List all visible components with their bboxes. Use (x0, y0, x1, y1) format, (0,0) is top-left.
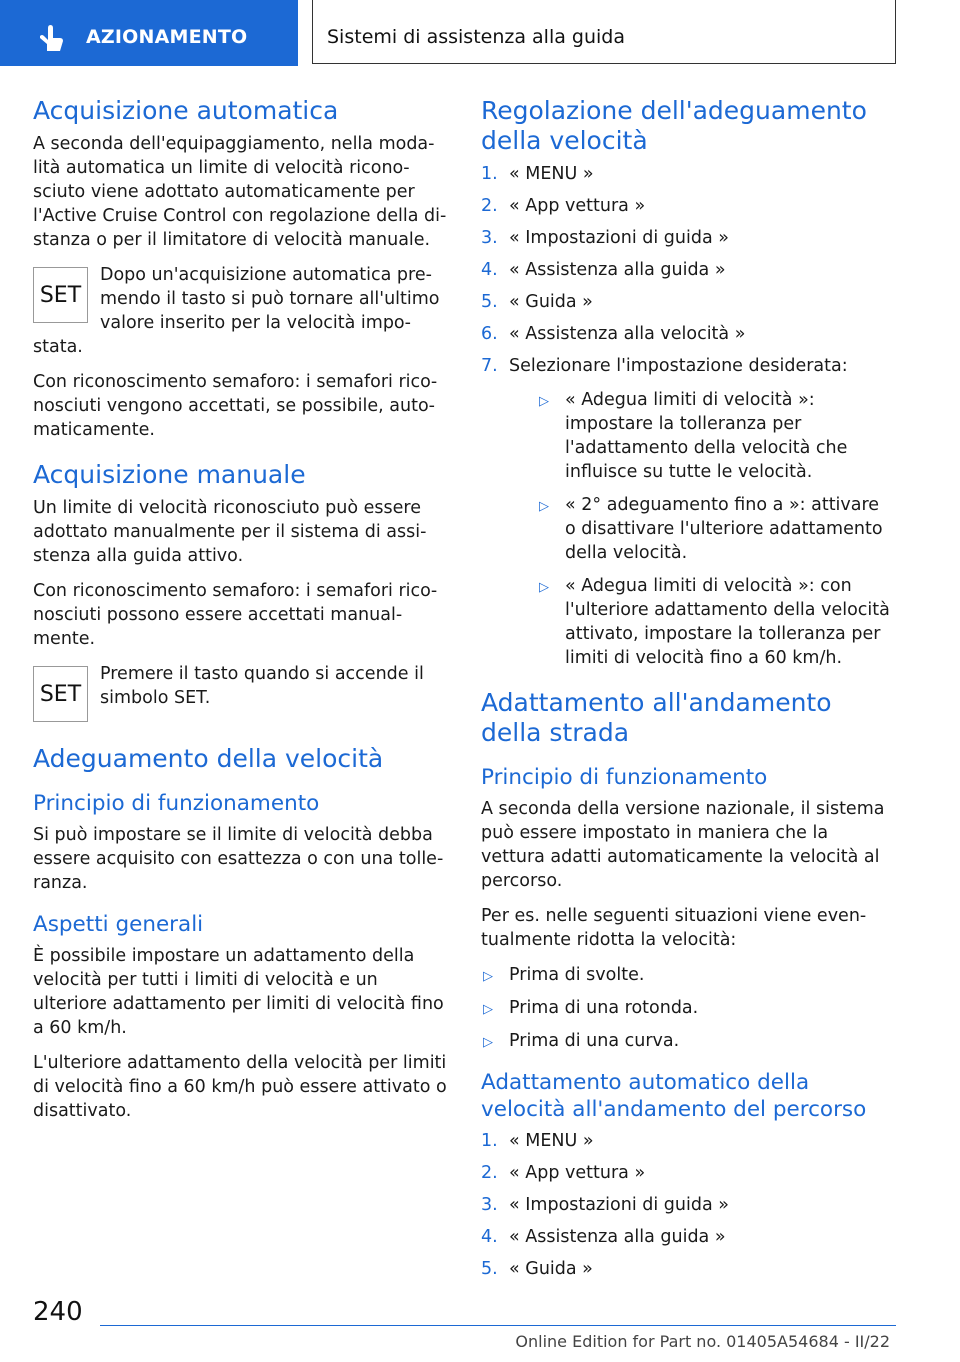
set-button-icon (33, 666, 88, 722)
footer-divider (100, 1325, 896, 1326)
steps-list-1 (481, 162, 895, 670)
bullet-item (481, 963, 895, 987)
step-text: Selezionare l'impostazione desiderata: (509, 356, 848, 376)
bullet-item (537, 388, 895, 484)
set-button-icon (33, 267, 88, 323)
step-number: 3. (481, 228, 498, 248)
heading-principio-funzionamento-2: Principio di funzionamento (481, 765, 768, 790)
chapter-title: Sistemi di assistenza alla guida (327, 26, 626, 48)
heading-adattamento-automatico: Adattamento automatico della velocità all'andamento del percorso (481, 1070, 867, 1122)
step-text: « Impostazioni di guida » (509, 228, 729, 248)
step-number: 6. (481, 324, 498, 344)
heading-regolazione-adeguamento: Regolazione dell'adeguamento della velocità (481, 96, 867, 155)
bullet-text: Prima di una curva. (509, 1031, 680, 1051)
step-text: « Impostazioni di guida » (509, 1195, 729, 1215)
heading-principio-funzionamento: Principio di funzionamento (33, 791, 320, 816)
bullet-text: Prima di svolte. (509, 965, 645, 985)
paragraph: Premere il tasto quando si accende il simbolo SET. (100, 664, 424, 708)
paragraph: L'ulteriore adattamento della velocità per limiti di velocità fino a 60 km/h può essere attivato o disattivato. (33, 1053, 447, 1121)
list-item (481, 194, 895, 218)
bullet-text: « Adegua limiti di velocità »: impostare la tolleranza per l'adattamento della velocità che influisce su tutte le velocità. (565, 390, 848, 482)
heading-acquisizione-manuale: Acquisizione manuale (33, 460, 306, 489)
triangle-bullet-icon: ▷ (539, 394, 549, 409)
bullet-list (481, 963, 895, 1053)
set-button-note (33, 662, 447, 726)
paragraph: A seconda dell'equipaggiamento, nella modalità automatica un limite di velocità riconosciuto viene adottato automaticamente per l'Active Cruise Control con regolazione della distanza o per il limitatore di velocità manuale. (33, 134, 447, 250)
page-number: 240 (33, 1297, 83, 1327)
list-item (481, 354, 895, 670)
bullet-item (481, 1029, 895, 1053)
step-text: « Assistenza alla guida » (509, 1227, 726, 1247)
step-number: 2. (481, 196, 498, 216)
bullet-item (537, 493, 895, 565)
triangle-bullet-icon: ▷ (483, 1035, 493, 1050)
right-column (481, 96, 895, 1289)
list-item (481, 1193, 895, 1217)
list-item (481, 1129, 895, 1153)
paragraph: Si può impostare se il limite di velocità debba essere acquisito con esattezza o con una tolleranza. (33, 825, 444, 893)
list-item (481, 226, 895, 250)
paragraph: Per es. nelle seguenti situazioni viene eventualmente ridotta la velocità: (481, 906, 867, 950)
steering-hand-icon (36, 24, 66, 54)
list-item (481, 258, 895, 282)
triangle-bullet-icon: ▷ (539, 499, 549, 514)
set-button-note (33, 263, 447, 359)
triangle-bullet-icon: ▷ (483, 1002, 493, 1017)
paragraph: Un limite di velocità riconosciuto può essere adottato manualmente per il sistema di assistenza alla guida attivo. (33, 498, 427, 566)
page-header (0, 0, 960, 66)
step-text: « Guida » (509, 292, 593, 312)
step-number: 4. (481, 1227, 498, 1247)
paragraph: Con riconoscimento semaforo: i semafori riconosciuti possono essere accettati manualmente. (33, 581, 438, 649)
bullet-text: Prima di una rotonda. (509, 998, 699, 1018)
paragraph: A seconda della versione nazionale, il sistema può essere impostato in maniera che la vettura adatti automaticamente la velocità al percorso. (481, 799, 885, 891)
set-icon-label: SET (39, 681, 82, 707)
step-number: 1. (481, 1131, 498, 1151)
bullet-item (537, 574, 895, 670)
heading-adeguamento-velocita: Adeguamento della velocità (33, 744, 384, 773)
list-item (481, 162, 895, 186)
list-item (481, 322, 895, 346)
list-item (481, 1257, 895, 1281)
step-number: 7. (481, 356, 498, 376)
step-text: « Assistenza alla velocità » (509, 324, 746, 344)
list-item (481, 1225, 895, 1249)
step-text: « MENU » (509, 1131, 594, 1151)
step-number: 3. (481, 1195, 498, 1215)
paragraph: Dopo un'acquisizione automatica premendo il tasto si può tornare all'ultimo valore inserito per la velocità impostata. (33, 265, 440, 357)
heading-acquisizione-automatica: Acquisizione automatica (33, 96, 339, 125)
step-text: « MENU » (509, 164, 594, 184)
edition-note: Online Edition for Part no. 01405A54684 - II/22 (515, 1332, 890, 1351)
triangle-bullet-icon: ▷ (539, 580, 549, 595)
bullet-text: « 2° adeguamento fino a »: attivare o disattivare l'ulteriore adattamento della velocità. (565, 495, 883, 563)
section-tab (0, 0, 298, 66)
step-text: « Guida » (509, 1259, 593, 1279)
step-number: 1. (481, 164, 498, 184)
chapter-box (312, 0, 896, 64)
step-text: « Assistenza alla guida » (509, 260, 726, 280)
heading-adattamento-andamento: Adattamento all'andamento della strada (481, 688, 832, 747)
set-icon-label: SET (39, 282, 82, 308)
bullet-item (481, 996, 895, 1020)
step-number: 2. (481, 1163, 498, 1183)
step-text: « App vettura » (509, 196, 646, 216)
triangle-bullet-icon: ▷ (483, 969, 493, 984)
list-item (481, 290, 895, 314)
step-text: « App vettura » (509, 1163, 646, 1183)
left-column (33, 96, 447, 1134)
step-number: 5. (481, 1259, 498, 1279)
steps-list-2 (481, 1129, 895, 1281)
section-title: AZIONAMENTO (86, 26, 248, 48)
step-number: 4. (481, 260, 498, 280)
bullet-text: « Adegua limiti di velocità »: con l'ulteriore adattamento della velocità attivato, impostare la tolleranza per limiti di velocità fino a 60 km/h. (565, 576, 890, 668)
paragraph: Con riconoscimento semaforo: i semafori riconosciuti vengono accettati, se possibile, automaticamente. (33, 372, 438, 440)
sub-bullet-list (537, 388, 895, 670)
heading-aspetti-generali: Aspetti generali (33, 912, 204, 937)
list-item (481, 1161, 895, 1185)
step-number: 5. (481, 292, 498, 312)
paragraph: È possibile impostare un adattamento della velocità per tutti i limiti di velocità e un ulteriore adattamento per limiti di velocità fino a 60 km/h. (33, 946, 444, 1038)
